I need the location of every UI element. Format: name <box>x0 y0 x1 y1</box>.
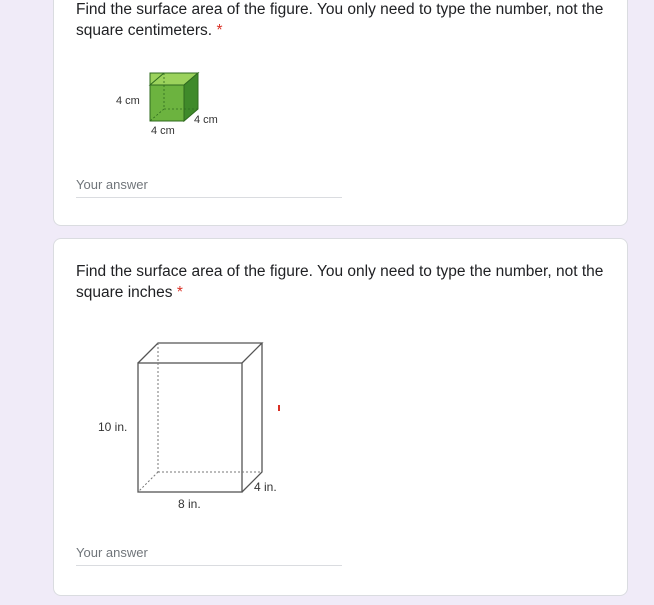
cube-front-face <box>150 85 184 121</box>
cube-figure <box>110 67 230 137</box>
prism-right-edges <box>242 343 262 492</box>
question-title <box>76 0 606 41</box>
answer-input[interactable] <box>76 545 342 566</box>
question-card-2 <box>53 238 628 596</box>
question-title <box>76 261 606 303</box>
prism-figure <box>94 335 294 521</box>
cursor-mark <box>278 405 280 411</box>
question-card-1 <box>53 0 628 226</box>
question-text: Find the surface area of the figure. You only need to type the number, not the square inches <box>76 263 604 301</box>
answer-placeholder: Your answer <box>76 177 148 192</box>
cube-depth-label: 4 cm <box>194 114 218 126</box>
required-asterisk: * <box>216 22 223 39</box>
prism-hidden-edge-3 <box>138 472 158 492</box>
answer-placeholder: Your answer <box>76 545 148 560</box>
cube-width-label: 4 cm <box>151 125 175 137</box>
prism-front-face <box>138 363 242 492</box>
question-text: Find the surface area of the figure. You only need to type the number, not the square centimeters. <box>76 1 604 39</box>
prism-height-label: 10 in. <box>98 420 128 434</box>
prism-depth-label: 4 in. <box>254 480 277 494</box>
answer-input[interactable] <box>76 177 342 198</box>
required-asterisk: * <box>176 284 183 301</box>
prism-width-label: 8 in. <box>178 497 201 511</box>
cube-height-label: 4 cm <box>116 95 140 107</box>
prism-top-edges <box>138 343 262 363</box>
